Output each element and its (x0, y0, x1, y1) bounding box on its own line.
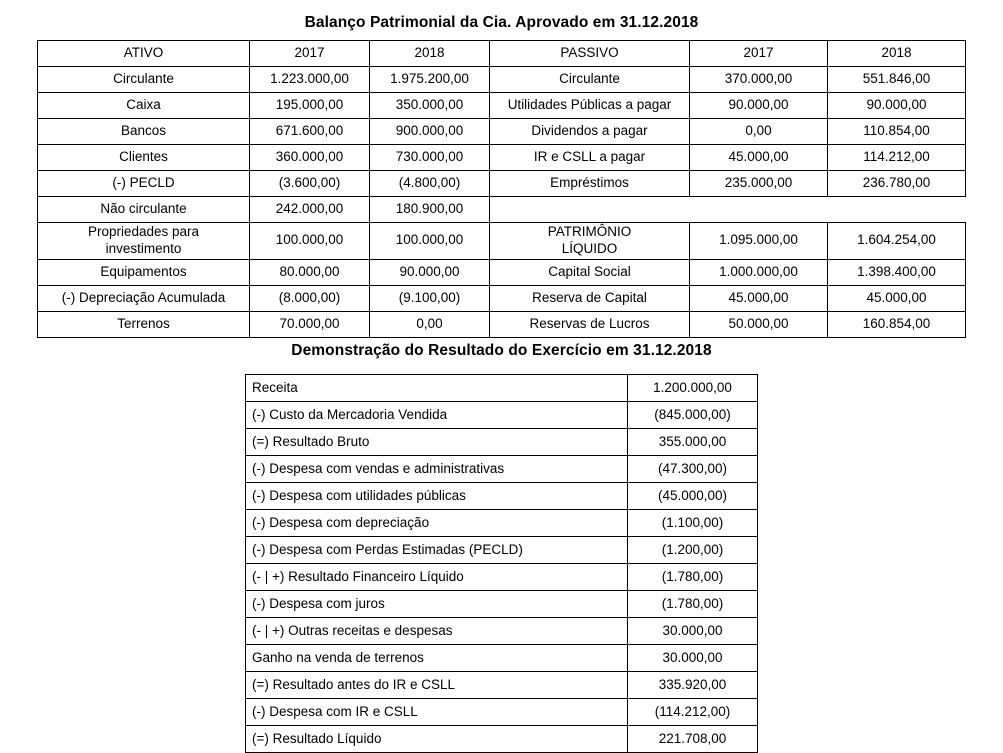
liability-2018: 114.212,00 (828, 145, 966, 171)
liability-2018: 90.000,00 (828, 93, 966, 119)
asset-2017: 195.000,00 (250, 93, 370, 119)
income-statement-table (245, 374, 758, 753)
asset-2017: 1.223.000,00 (250, 67, 370, 93)
asset-2018: (4.800,00) (370, 171, 490, 197)
header-ativo-2017: 2017 (250, 41, 370, 67)
table-row (246, 455, 758, 482)
liability-2017: 0,00 (690, 119, 828, 145)
asset-2018: 350.000,00 (370, 93, 490, 119)
liability-2017: 90.000,00 (690, 93, 828, 119)
table-row (246, 401, 758, 428)
asset-label: Não circulante (38, 197, 250, 223)
income-line-label: (=) Resultado antes do IR e CSLL (246, 671, 628, 698)
liability-2018-empty (828, 197, 966, 223)
income-line-label: (-) Despesa com vendas e administrativas (246, 455, 628, 482)
liability-label-line2: LÍQUIDO (561, 240, 618, 256)
income-statement-title: Demonstração do Resultado do Exercício em 31.12.2018 (291, 341, 712, 359)
income-line-value: 335.920,00 (628, 671, 758, 698)
income-line-value: (45.000,00) (628, 482, 758, 509)
liability-2017: 50.000,00 (690, 311, 828, 337)
income-line-value: 30.000,00 (628, 617, 758, 644)
asset-2018: 180.900,00 (370, 197, 490, 223)
balance-sheet-title: Balanço Patrimonial da Cia. Aprovado em 31.12.2018 (304, 14, 699, 31)
liability-label: IR e CSLL a pagar (490, 145, 690, 171)
header-ativo-2018: 2018 (370, 41, 490, 67)
table-row (38, 197, 966, 223)
asset-label: (-) Depreciação Acumulada (38, 285, 250, 311)
header-passivo: PASSIVO (490, 41, 690, 67)
asset-2018: 730.000,00 (370, 145, 490, 171)
asset-2017: 80.000,00 (250, 259, 370, 285)
asset-2017: (8.000,00) (250, 285, 370, 311)
table-row (246, 509, 758, 536)
income-line-value: 1.200.000,00 (628, 374, 758, 401)
table-row (246, 671, 758, 698)
asset-label: (-) PECLD (38, 171, 250, 197)
asset-label-line1: Propriedades para (87, 224, 200, 239)
table-row (246, 698, 758, 725)
liability-2018: 160.854,00 (828, 311, 966, 337)
income-line-label: (-) Despesa com Perdas Estimadas (PECLD) (246, 536, 628, 563)
liability-2017: 1.095.000,00 (690, 223, 828, 260)
income-line-value: 355.000,00 (628, 428, 758, 455)
liability-2017-empty (690, 197, 828, 223)
liability-2017: 370.000,00 (690, 67, 828, 93)
table-row (38, 145, 966, 171)
asset-2018: 1.975.200,00 (370, 67, 490, 93)
asset-2018: 90.000,00 (370, 259, 490, 285)
table-header-row (38, 41, 966, 67)
table-row (38, 259, 966, 285)
table-row (38, 285, 966, 311)
income-line-value: (1.780,00) (628, 563, 758, 590)
income-line-label: (-) Despesa com juros (246, 590, 628, 617)
asset-label: Bancos (38, 119, 250, 145)
liability-label: Empréstimos (490, 171, 690, 197)
table-row (38, 171, 966, 197)
liability-label-line1: PATRIMÔNIO (547, 224, 632, 239)
income-line-label: (=) Resultado Bruto (246, 428, 628, 455)
asset-2018: 100.000,00 (370, 223, 490, 260)
table-row (38, 93, 966, 119)
balance-sheet-table (37, 40, 966, 338)
asset-2018: (9.100,00) (370, 285, 490, 311)
header-ativo: ATIVO (38, 41, 250, 67)
table-row (38, 311, 966, 337)
table-row (246, 617, 758, 644)
income-line-label: (-) Despesa com IR e CSLL (246, 698, 628, 725)
income-line-label: (-) Despesa com utilidades públicas (246, 482, 628, 509)
asset-label-line2: investimento (105, 240, 182, 256)
liability-2017: 45.000,00 (690, 145, 828, 171)
liability-2018: 1.604.254,00 (828, 223, 966, 260)
table-row (246, 725, 758, 752)
asset-label: Terrenos (38, 311, 250, 337)
asset-2017: (3.600,00) (250, 171, 370, 197)
liability-2018: 236.780,00 (828, 171, 966, 197)
header-passivo-2018: 2018 (828, 41, 966, 67)
income-line-label: (-) Custo da Mercadoria Vendida (246, 401, 628, 428)
header-passivo-2017: 2017 (690, 41, 828, 67)
asset-label: Caixa (38, 93, 250, 119)
income-line-label: (- | +) Resultado Financeiro Líquido (246, 563, 628, 590)
liability-label: Utilidades Públicas a pagar (490, 93, 690, 119)
asset-label (38, 223, 250, 260)
income-line-label: Receita (246, 374, 628, 401)
asset-2017: 100.000,00 (250, 223, 370, 260)
table-row (38, 119, 966, 145)
liability-2017: 235.000,00 (690, 171, 828, 197)
asset-2018: 900.000,00 (370, 119, 490, 145)
liability-label: Reservas de Lucros (490, 311, 690, 337)
table-row (38, 67, 966, 93)
table-row (246, 536, 758, 563)
income-line-value: 30.000,00 (628, 644, 758, 671)
income-line-label: (- | +) Outras receitas e despesas (246, 617, 628, 644)
income-line-value: (1.780,00) (628, 590, 758, 617)
income-line-value: (114.212,00) (628, 698, 758, 725)
liability-label: Circulante (490, 67, 690, 93)
income-line-label: Ganho na venda de terrenos (246, 644, 628, 671)
table-row (246, 563, 758, 590)
liability-2018: 1.398.400,00 (828, 259, 966, 285)
liability-2017: 45.000,00 (690, 285, 828, 311)
income-line-label: (-) Despesa com depreciação (246, 509, 628, 536)
table-row (246, 590, 758, 617)
liability-2018: 110.854,00 (828, 119, 966, 145)
liability-2017: 1.000.000,00 (690, 259, 828, 285)
asset-2017: 671.600,00 (250, 119, 370, 145)
liability-label: Capital Social (490, 259, 690, 285)
table-row (246, 428, 758, 455)
liability-label: Dividendos a pagar (490, 119, 690, 145)
income-statement-container (0, 374, 1003, 753)
asset-2017: 70.000,00 (250, 311, 370, 337)
income-line-value: (845.000,00) (628, 401, 758, 428)
asset-label: Equipamentos (38, 259, 250, 285)
income-line-value: (47.300,00) (628, 455, 758, 482)
liability-label (490, 223, 690, 260)
asset-2017: 360.000,00 (250, 145, 370, 171)
liability-label: Reserva de Capital (490, 285, 690, 311)
income-line-value: (1.200,00) (628, 536, 758, 563)
liability-2018: 551.846,00 (828, 67, 966, 93)
asset-label: Circulante (38, 67, 250, 93)
liability-2018: 45.000,00 (828, 285, 966, 311)
table-row (246, 374, 758, 401)
asset-label: Clientes (38, 145, 250, 171)
balance-sheet-container (0, 40, 1003, 338)
asset-2017: 242.000,00 (250, 197, 370, 223)
table-row (246, 644, 758, 671)
income-line-value: 221.708,00 (628, 725, 758, 752)
income-line-label: (=) Resultado Líquido (246, 725, 628, 752)
table-row (246, 482, 758, 509)
income-line-value: (1.100,00) (628, 509, 758, 536)
liability-label-empty (490, 197, 690, 223)
asset-2018: 0,00 (370, 311, 490, 337)
table-row (38, 223, 966, 260)
